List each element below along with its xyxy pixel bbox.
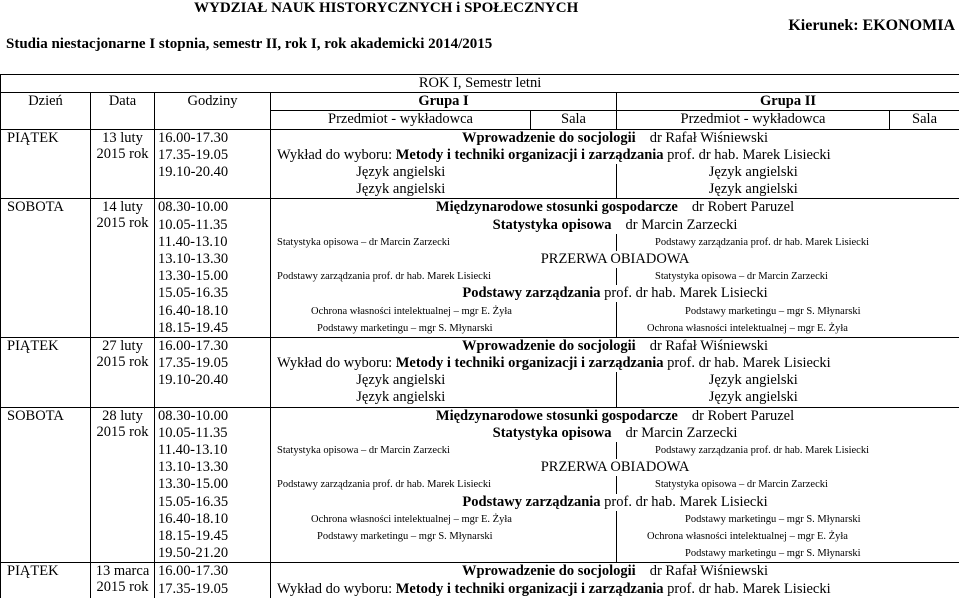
g2-class: Ochrona własności intelektualnej – mgr E. Żyła	[647, 530, 848, 542]
g2-class: Statystyka opisowa – dr Marcin Zarzecki	[655, 479, 828, 491]
time-slot: 16.00-17.30	[155, 337, 271, 355]
time-slot: 17.35-19.05	[155, 580, 271, 597]
time-slot: 19.10-20.40	[155, 164, 271, 199]
day-date: 27 luty 2015 rok	[91, 337, 155, 407]
g1-class: Statystyka opisowa – dr Marcin Zarzecki	[277, 236, 450, 248]
time-slot: 13.30-15.00	[155, 476, 271, 493]
time-slot: 15.05-16.35	[155, 285, 271, 302]
time-slot: 19.50-21.20	[155, 545, 271, 563]
day-date: 14 luty 2015 rok	[91, 199, 155, 338]
time-slot: 17.35-19.05	[155, 147, 271, 164]
table-row	[1, 407, 959, 425]
day-name: SOBOTA	[1, 199, 91, 338]
g2-class: Podstawy zarządzania prof. dr hab. Marek Lisiecki	[655, 236, 869, 248]
schedule-table	[0, 74, 959, 598]
lecture-cell: Wprowadzenie do socjologii dr Rafał Wiśniewski	[271, 337, 959, 355]
day-date: 28 luty 2015 rok	[91, 407, 155, 563]
g2-class: Statystyka opisowa – dr Marcin Zarzecki	[655, 271, 828, 283]
table-row	[1, 199, 959, 217]
time-slot: 10.05-11.35	[155, 217, 271, 234]
lecture-cell: Międzynarodowe stosunki gospodarcze dr Robert Paruzel	[271, 407, 959, 425]
g1-class: Język angielski	[356, 372, 446, 389]
break-cell: PRZERWA OBIADOWA	[271, 459, 959, 476]
g2-subject-header: Przedmiot - wykładowca	[617, 111, 890, 129]
g1-class: Statystyka opisowa – dr Marcin Zarzecki	[277, 445, 450, 457]
g1-class: Podstawy zarządzania prof. dr hab. Marek Lisiecki	[277, 479, 491, 491]
time-slot: 18.15-19.45	[155, 528, 271, 545]
lecture-cell: Wykład do wyboru: Metody i techniki organizacji i zarządzania prof. dr hab. Marek Lisiecki	[271, 147, 959, 164]
g1-class: Ochrona własności intelektualnej – mgr E. Żyła	[311, 513, 512, 525]
g2-room-header: Sala	[890, 111, 959, 129]
g2-class: Język angielski	[708, 164, 798, 181]
lecture-cell: Statystyka opisowa dr Marcin Zarzecki	[271, 217, 959, 234]
g2-class: Język angielski	[708, 372, 798, 389]
g1-subject-header: Przedmiot - wykładowca	[271, 111, 531, 129]
day-date: 13 luty 2015 rok	[91, 129, 155, 199]
lecture-cell: Wprowadzenie do socjologii dr Rafał Wiśniewski	[271, 563, 959, 581]
time-slot: 18.15-19.45	[155, 320, 271, 338]
g2-class: Podstawy marketingu – mgr S. Młynarski	[617, 545, 890, 563]
day-name: PIĄTEK	[1, 563, 91, 598]
day-name: PIĄTEK	[1, 129, 91, 199]
lecture-cell: Statystyka opisowa dr Marcin Zarzecki	[271, 425, 959, 442]
lecture-cell: Międzynarodowe stosunki gospodarcze dr Robert Paruzel	[271, 199, 959, 217]
time-slot: 08.30-10.00	[155, 407, 271, 425]
header-row-groups	[1, 93, 959, 111]
time-slot: 16.40-18.10	[155, 302, 271, 319]
table-row	[1, 129, 959, 147]
time-slot: 13.10-13.30	[155, 459, 271, 476]
g2-class: Podstawy marketingu – mgr S. Młynarski	[685, 513, 861, 525]
g2-class: Ochrona własności intelektualnej – mgr E. Żyła	[617, 320, 890, 338]
lecture-cell: Podstawy zarządzania prof. dr hab. Marek Lisiecki	[271, 494, 959, 511]
lecture-cell: Wykład do wyboru: Metody i techniki organizacji i zarządzania prof. dr hab. Marek Lisiecki	[271, 355, 959, 372]
day-name: PIĄTEK	[1, 337, 91, 407]
semester-label: ROK I, Semestr letni	[1, 75, 959, 93]
time-slot: 19.10-20.40	[155, 372, 271, 407]
g1-class: Ochrona własności intelektualnej – mgr E. Żyła	[311, 305, 512, 317]
group2-header: Grupa II	[617, 93, 959, 111]
time-slot: 16.00-17.30	[155, 129, 271, 147]
g1-class: Język angielski	[356, 164, 446, 181]
time-slot: 13.10-13.30	[155, 251, 271, 268]
g2-class: Język angielski	[617, 389, 890, 407]
g2-class: Język angielski	[617, 181, 890, 199]
time-slot: 16.40-18.10	[155, 511, 271, 528]
program-title: Studia niestacjonarne I stopnia, semestr II, rok I, rok akademicki 2014/2015	[6, 36, 493, 52]
g2-class: Podstawy marketingu – mgr S. Młynarski	[685, 305, 861, 317]
header-row-semester	[1, 75, 959, 93]
g1-class: Język angielski	[271, 181, 531, 199]
col-hours: Godziny	[155, 93, 271, 129]
lecture-cell: Podstawy zarządzania prof. dr hab. Marek Lisiecki	[271, 285, 959, 302]
g1-class: Podstawy marketingu – mgr S. Młynarski	[271, 320, 531, 338]
time-slot: 16.00-17.30	[155, 563, 271, 581]
lecture-cell: Wprowadzenie do socjologii dr Rafał Wiśniewski	[271, 129, 959, 147]
faculty-title: WYDZIAŁ NAUK HISTORYCZNYCH i SPOŁECZNYCH	[194, 0, 579, 16]
direction-title: Kierunek: EKONOMIA	[788, 17, 955, 34]
g1-class: Podstawy zarządzania prof. dr hab. Marek Lisiecki	[277, 271, 491, 283]
time-slot: 10.05-11.35	[155, 425, 271, 442]
time-slot: 08.30-10.00	[155, 199, 271, 217]
col-day: Dzień	[1, 93, 91, 129]
table-row	[1, 563, 959, 581]
time-slot: 11.40-13.10	[155, 442, 271, 459]
day-name: SOBOTA	[1, 407, 91, 563]
table-row	[1, 337, 959, 355]
g1-room-header: Sala	[531, 111, 617, 129]
time-slot: 11.40-13.10	[155, 234, 271, 251]
time-slot: 13.30-15.00	[155, 268, 271, 285]
g1-class: Podstawy marketingu – mgr S. Młynarski	[317, 530, 493, 542]
g1-class: Język angielski	[271, 389, 531, 407]
time-slot: 17.35-19.05	[155, 355, 271, 372]
time-slot: 15.05-16.35	[155, 494, 271, 511]
group1-header: Grupa I	[271, 93, 617, 111]
g2-class: Podstawy zarządzania prof. dr hab. Marek Lisiecki	[655, 445, 869, 457]
col-date: Data	[91, 93, 155, 129]
lecture-cell: Wykład do wyboru: Metody i techniki organizacji i zarządzania prof. dr hab. Marek Lisiecki	[271, 580, 959, 597]
day-date: 13 marca 2015 rok	[91, 563, 155, 598]
break-cell: PRZERWA OBIADOWA	[271, 251, 959, 268]
